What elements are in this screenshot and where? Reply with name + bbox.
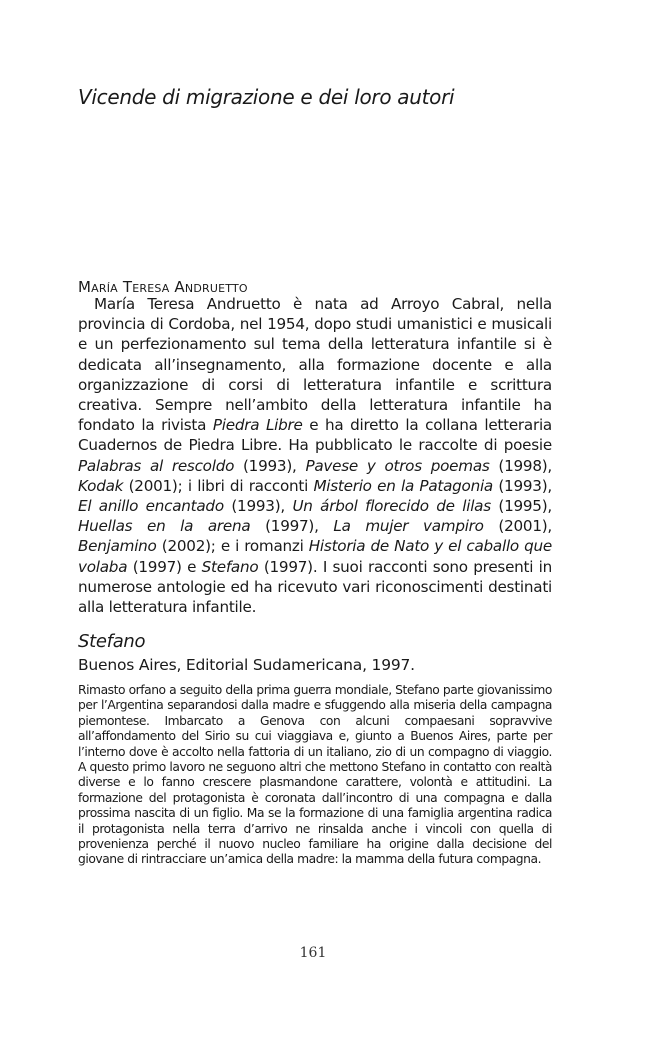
bio-work-title: Benjamino [78, 537, 157, 556]
bio-work-title: El anillo encantado [78, 497, 224, 516]
bio-work-title: Misterio en la Patagonia [313, 476, 493, 495]
book-title: Stefano [78, 631, 146, 652]
bio-text: María Teresa Andruetto è nata ad Arroyo Cabral, nella provincia di Cordoba, nel 1954, dopo studi umanistici e musicali e un perfezionamento sul tema della letteratura infantile si è dedicata all’insegnamento, alla formazione docente e alla organizzazione di corsi di letteratura infantile e scrittura creativa. Sempre nell’ambito della letteratura infantile ha fondato la rivista [78, 295, 552, 435]
bio-work-title: Palabras al rescoldo [78, 456, 235, 475]
bio-work-title: Stefano [201, 557, 259, 576]
bio-work-title: Piedra Libre [212, 416, 303, 435]
bio-work-title: Historia de Nato y el caballo que volaba [78, 537, 552, 576]
running-head: Vicende di migrazione e dei loro autori [78, 85, 455, 109]
book-publication-info: Buenos Aires, Editorial Sudamericana, 1997. [78, 656, 415, 674]
page-number: 161 [299, 945, 327, 961]
bio-text: (2001), [483, 517, 552, 536]
bio-work-title: La mujer vampiro [333, 517, 484, 536]
bio-work-title: Huellas en la arena [78, 517, 251, 536]
bio-text: (1993), [234, 456, 306, 475]
bio-work-title: Pavese y otros poemas [305, 456, 490, 475]
bio-text: (1997). I suoi racconti sono presenti in numerose antologie ed ha ricevuto vari riconoscimenti destinati alla letteratura infantile. [78, 557, 552, 617]
bio-text: (2002); e i romanzi [156, 537, 309, 556]
book-summary: Rimasto orfano a seguito della prima guerra mondiale, Stefano parte giovanissimo per l’Argentina separandosi dalla madre e sfuggendo alla miseria della campagna piemontese. Imbarcato a Genova con alcuni compaesani sopravvive all’affondamento del Sirio su cui viaggiava e, giunto a Buenos Aires, parte per l’interno dove è accolto nella fattoria di un italiano, zio di un compagno di viaggio. A questo primo lavoro ne seguono altri che mettono Stefano in contatto con realtà diverse e lo fanno crescere plasmandone carattere, volontà e attitudini. La formazione del protagonista è coronata dall’incontro di una compagna e dalla prossima nascita di un figlio. Ma se la formazione di una famiglia argentina radica il protagonista nella terra d’arrivo ne rinsalda anche i vincoli con quella di provenienza perché il nuovo nucleo familiare ha origine dalla decisione del giovane di rintracciare un’amica della madre: la mamma della futura compagna. [78, 683, 552, 867]
author-name: María Teresa Andruetto [78, 278, 248, 296]
bio-work-title: Kodak [78, 476, 124, 495]
bio-text: (1998), [489, 456, 552, 475]
bio-text: e ha diretto la collana letteraria Cuadernos de Piedra Libre. Ha pubblicato le raccolte di poesie [78, 416, 552, 455]
bio-text: (1993), [223, 497, 293, 516]
bio-text: (1997), [250, 517, 334, 536]
author-biography [78, 294, 552, 617]
bio-text: (1997) e [127, 557, 202, 576]
bio-text: (1993), [492, 476, 552, 495]
bio-work-title: Un árbol florecido de lilas [292, 497, 491, 516]
bio-text: (2001); i libri di racconti [123, 476, 314, 495]
bio-text: (1995), [490, 497, 552, 516]
